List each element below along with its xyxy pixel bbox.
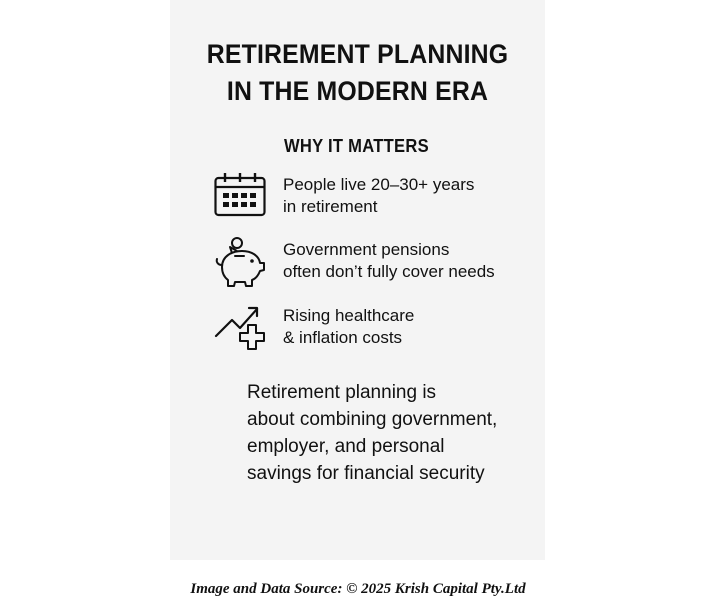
summary-paragraph [247, 379, 537, 487]
summary-line-1: Retirement planning is [247, 382, 437, 403]
summary-line-3: employer, and personal [247, 436, 445, 457]
point-line-1: Rising healthcare [283, 306, 415, 325]
point-line-2: & inflation costs [283, 328, 403, 347]
title-line-1: RETIREMENT PLANNING [206, 39, 509, 69]
point-text [283, 305, 414, 349]
point-pensions [214, 237, 534, 291]
infographic-card [170, 0, 545, 560]
summary-line-4: savings for financial security [247, 463, 485, 484]
section-heading: WHY IT MATTERS [284, 136, 429, 156]
point-line-2: in retirement [283, 197, 378, 216]
source-caption: Image and Data Source: © 2025 Krish Capital Pty.Ltd [190, 581, 526, 597]
point-text [283, 239, 495, 283]
calendar-icon [214, 172, 268, 226]
point-costs [214, 303, 534, 357]
piggy-bank-icon [214, 237, 268, 291]
page-title [185, 36, 530, 110]
summary-line-2: about combining government, [247, 409, 498, 430]
point-line-2: often don’t fully cover needs [283, 262, 495, 281]
point-line-1: People live 20–30+ years [283, 175, 475, 194]
title-line-2: IN THE MODERN ERA [226, 76, 489, 106]
point-line-1: Government pensions [283, 240, 450, 259]
point-text [283, 174, 474, 218]
point-lifespan [214, 172, 534, 226]
rising-chart-plus-icon [214, 303, 268, 357]
